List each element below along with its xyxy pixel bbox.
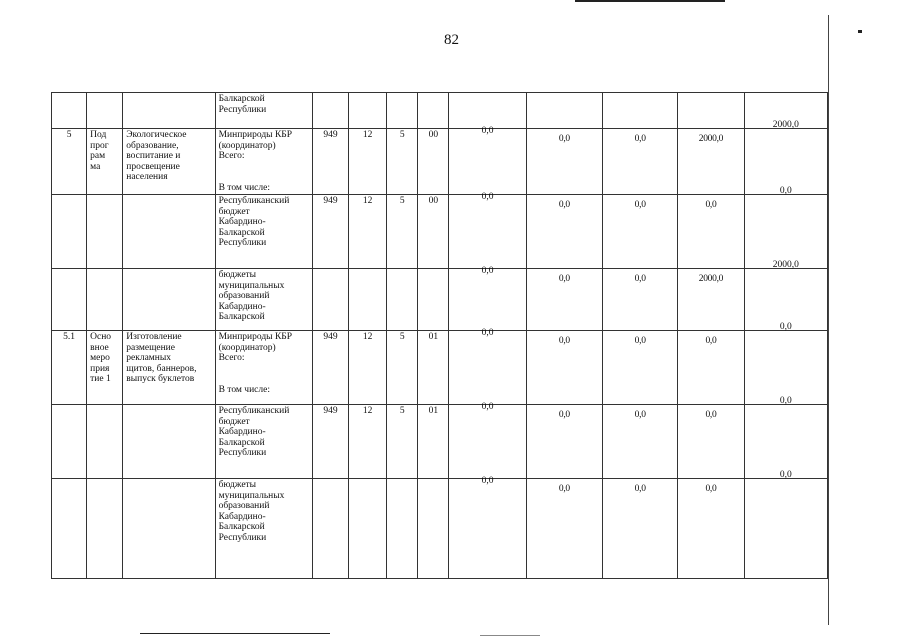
- value-text: 0,0: [558, 134, 570, 144]
- row-pr-cell: 5: [387, 331, 418, 405]
- value-text: 0,0: [705, 200, 717, 210]
- value-text: 0,0: [634, 134, 646, 144]
- page-number: 82: [444, 32, 459, 48]
- value-cell: [526, 93, 602, 129]
- row-source-cell: Минприроды КБР (координатор) Всего: В том числе:: [215, 129, 312, 195]
- value-cell: [603, 269, 678, 331]
- row-rz-cell: [349, 269, 387, 331]
- value-cell: [603, 479, 678, 579]
- row-grbs-cell: [312, 479, 348, 579]
- row-status-cell: [87, 479, 123, 579]
- value-text: 0,0: [481, 476, 494, 486]
- row-cs-cell: 00: [418, 129, 449, 195]
- row-cs-cell: [418, 479, 449, 579]
- value-cell: [744, 186, 827, 269]
- table-row: [52, 405, 828, 479]
- row-pr-cell: 5: [387, 129, 418, 195]
- row-source-cell: Балкарской Республики: [215, 93, 312, 129]
- value-text: 2000,0: [772, 260, 799, 270]
- value-cell: [744, 322, 827, 405]
- row-number-cell: [52, 405, 87, 479]
- table-row: [52, 269, 828, 331]
- value-text: 0,0: [634, 410, 646, 420]
- value-text: 0,0: [558, 200, 570, 210]
- value-text: 0,0: [705, 336, 717, 346]
- row-rz-cell: 12: [349, 405, 387, 479]
- scan-line-top: [575, 0, 725, 2]
- value-cell: [678, 129, 744, 195]
- value-text: 0,0: [705, 410, 717, 420]
- row-rz-cell: [349, 479, 387, 579]
- row-rz-cell: 12: [349, 129, 387, 195]
- value-text: 0,0: [779, 396, 792, 406]
- value-text: 0,0: [705, 484, 717, 494]
- row-pr-cell: [387, 269, 418, 331]
- value-cell: [603, 93, 678, 129]
- value-cell: [603, 195, 678, 269]
- table-row: [52, 479, 828, 579]
- value-cell: [678, 405, 744, 479]
- value-text: 0,0: [481, 192, 494, 202]
- value-cell: [678, 269, 744, 331]
- value-cell: [526, 129, 602, 195]
- value-cell: [449, 476, 526, 579]
- row-name-cell: [123, 269, 215, 331]
- value-cell: [603, 129, 678, 195]
- value-cell: [449, 192, 526, 269]
- table-row: [52, 129, 828, 195]
- row-source-cell: бюджеты муниципальных образований Кабардино- Балкарской Республики: [215, 479, 312, 579]
- row-pr-cell: [387, 93, 418, 129]
- row-number-cell: [52, 195, 87, 269]
- table-row: [52, 93, 828, 129]
- value-cell: [449, 93, 526, 129]
- value-text: 0,0: [634, 484, 646, 494]
- value-cell: [678, 195, 744, 269]
- value-cell: [449, 126, 526, 195]
- value-text: 0,0: [558, 410, 570, 420]
- value-cell: [526, 195, 602, 269]
- value-text: 0,0: [634, 200, 646, 210]
- row-status-cell: [87, 405, 123, 479]
- value-cell: [449, 266, 526, 331]
- row-number-cell: [52, 269, 87, 331]
- row-pr-cell: 5: [387, 405, 418, 479]
- row-grbs-cell: [312, 269, 348, 331]
- row-grbs-cell: 949: [312, 405, 348, 479]
- value-text: 0,0: [779, 470, 792, 480]
- value-cell: [678, 93, 744, 129]
- value-cell: [449, 402, 526, 479]
- row-number-cell: 5: [52, 129, 87, 195]
- value-text: 0,0: [481, 402, 494, 412]
- scan-line-bottom: [140, 633, 330, 634]
- row-cs-cell: [418, 93, 449, 129]
- row-status-cell: Осно вное меро прия тие 1: [87, 331, 123, 405]
- value-cell: [744, 120, 827, 195]
- row-number-cell: [52, 479, 87, 579]
- row-status-cell: [87, 195, 123, 269]
- row-grbs-cell: 949: [312, 129, 348, 195]
- value-text: 0,0: [481, 126, 494, 136]
- table-row: [52, 195, 828, 269]
- table-row: [52, 331, 828, 405]
- row-cs-cell: 00: [418, 195, 449, 269]
- value-cell: [526, 479, 602, 579]
- row-pr-cell: [387, 479, 418, 579]
- row-grbs-cell: 949: [312, 331, 348, 405]
- value-text: 0,0: [558, 484, 570, 494]
- value-cell: [603, 405, 678, 479]
- row-name-cell: Изготовление размещение рекламных щитов, баннеров, выпуск буклетов: [123, 331, 215, 405]
- row-rz-cell: 12: [349, 195, 387, 269]
- value-cell: [526, 405, 602, 479]
- value-text: 0,0: [634, 274, 646, 284]
- value-cell: [744, 396, 827, 479]
- row-number-cell: 5.1: [52, 331, 87, 405]
- row-cs-cell: 01: [418, 331, 449, 405]
- row-number-cell: [52, 93, 87, 129]
- row-status-cell: [87, 269, 123, 331]
- row-cs-cell: 01: [418, 405, 449, 479]
- row-source-cell: Минприроды КБР (координатор) Всего: В том числе:: [215, 331, 312, 405]
- row-source-cell: бюджеты муниципальных образований Кабардино- Балкарской: [215, 269, 312, 331]
- scan-line-right: [828, 15, 829, 625]
- value-cell: [603, 331, 678, 405]
- scan-line-bottom-right: [480, 635, 540, 636]
- row-pr-cell: 5: [387, 195, 418, 269]
- value-text: 0,0: [481, 328, 494, 338]
- row-source-cell: Республиканский бюджет Кабардино- Балкарской Республики: [215, 405, 312, 479]
- value-cell: [526, 269, 602, 331]
- row-grbs-cell: [312, 93, 348, 129]
- row-status-cell: [87, 93, 123, 129]
- value-text: 2000,0: [698, 134, 724, 144]
- row-cs-cell: [418, 269, 449, 331]
- row-source-cell: Республиканский бюджет Кабардино- Балкарской Республики: [215, 195, 312, 269]
- value-text: 0,0: [634, 336, 646, 346]
- row-rz-cell: 12: [349, 331, 387, 405]
- value-text: 0,0: [558, 274, 570, 284]
- value-cell: [526, 331, 602, 405]
- value-text: 2000,0: [698, 274, 724, 284]
- row-rz-cell: [349, 93, 387, 129]
- budget-table: [51, 92, 828, 579]
- row-grbs-cell: 949: [312, 195, 348, 269]
- scan-dot: [858, 30, 862, 33]
- value-text: 2000,0: [772, 120, 799, 130]
- value-text: 0,0: [779, 322, 792, 332]
- value-text: 0,0: [558, 336, 570, 346]
- value-text: 0,0: [779, 186, 792, 196]
- value-text: 0,0: [481, 266, 494, 276]
- row-name-cell: [123, 479, 215, 579]
- row-status-cell: Под прог рам ма: [87, 129, 123, 195]
- row-name-cell: Экологическое образование, воспитание и просвещение населения: [123, 129, 215, 195]
- row-name-cell: [123, 195, 215, 269]
- value-cell: [744, 470, 827, 579]
- value-cell: [678, 479, 744, 579]
- value-cell: [678, 331, 744, 405]
- row-name-cell: [123, 93, 215, 129]
- value-cell: [449, 328, 526, 405]
- row-name-cell: [123, 405, 215, 479]
